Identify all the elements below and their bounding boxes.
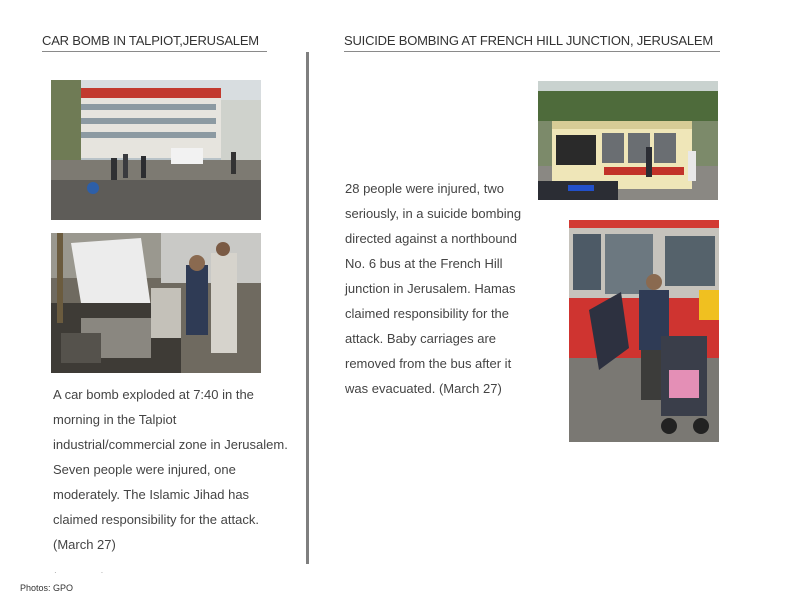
left-column-caption: A car bomb exploded at 7:40 in the morning in the Talpiot industrial/commercial zone in Jerusalem. Seven people were injured, one moderately. The Islamic Jihad has claimed responsibility for the attack. (March 27)	[53, 387, 288, 552]
photo-credit: Photos: GPO	[20, 583, 74, 593]
photo-bombed-bus	[538, 81, 718, 200]
photo-talpiot-street-scene	[51, 80, 261, 220]
left-column-heading: CAR BOMB IN TALPIOT,JERUSALEM	[42, 33, 267, 52]
right-column-heading: SUICIDE BOMBING AT FRENCH HILL JUNCTION, JERUSALEM	[344, 33, 720, 52]
photo-baby-carriages-removed	[569, 220, 719, 442]
column-divider	[306, 52, 309, 564]
right-column-caption: 28 people were injured, two seriously, in a suicide bombing directed against a northbound No. 6 bus at the French Hill junction in Jerusalem. Hamas claimed responsibility for the attack. Baby carriages are removed from the bus after it was evacuated. (March 27)	[345, 181, 522, 396]
decorative-dots: ··	[54, 568, 148, 577]
photo-car-bomb-wreckage	[51, 233, 261, 373]
